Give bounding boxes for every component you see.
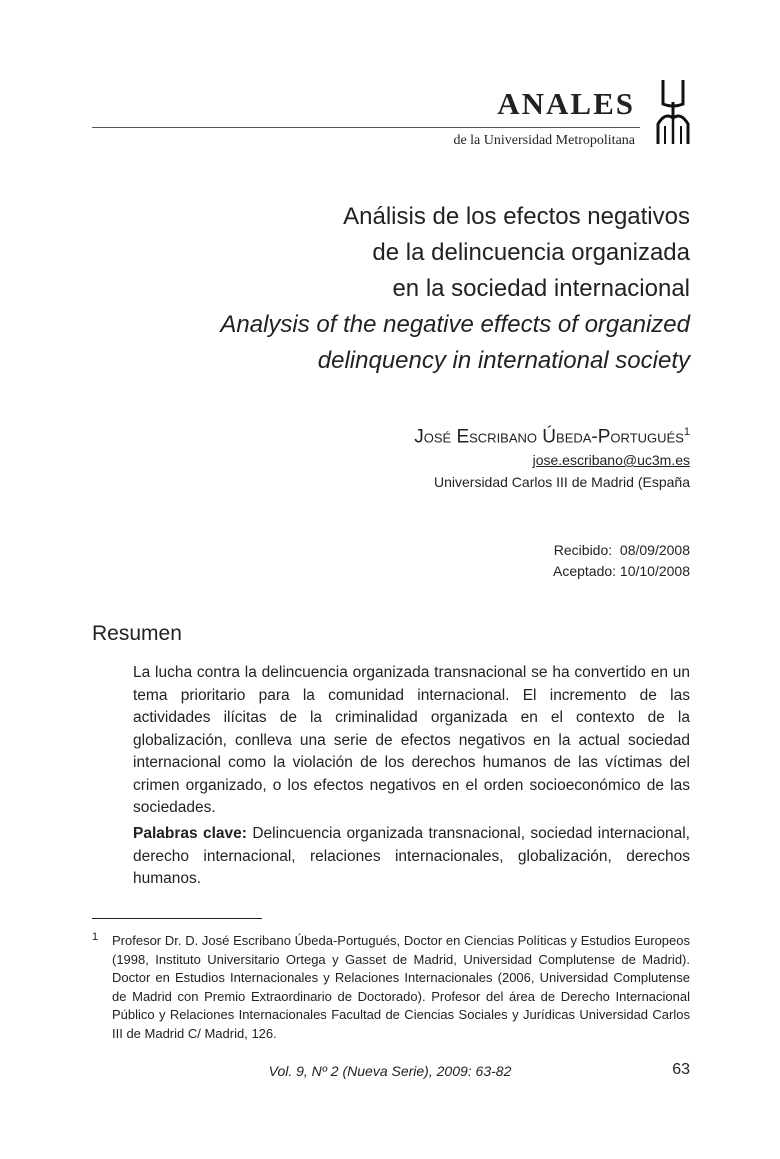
footnote-mark: 1 <box>92 931 99 943</box>
author-email-link[interactable]: jose.escribano@uc3m.es <box>532 452 690 468</box>
journal-name: ANALES <box>497 86 635 121</box>
title-es-line: Análisis de los efectos negativos <box>343 203 690 230</box>
keywords-label: Palabras clave: <box>133 825 247 842</box>
keywords-text: Delincuencia organizada transnacional, sociedad internacional, derecho internacional, relaciones internacionales, globalización, derechos humanos. <box>133 825 690 887</box>
author-affiliation: Universidad Carlos III de Madrid (España <box>433 474 690 490</box>
author-name-text: José Escribano Úbeda-Portugués <box>414 426 684 448</box>
keywords-paragraph <box>133 823 690 891</box>
title-es-line: en la sociedad internacional <box>392 275 690 302</box>
abstract-text: La lucha contra la delincuencia organizada transnacional se ha convertido en un tema prioritario para la comunidad internacional. El incremento de las actividades ilícitas de la criminalidad organizada en el contexto de la globalización, conlleva una serie de efectos negativos en la actual sociedad internacional como la violación de los derechos humanos de las víctimas del crimen organizado, o los efectos negativos en el orden socioeconómico de las sociedades. <box>133 664 690 816</box>
title-en-line: delinquency in international society <box>317 347 690 374</box>
footnote-text: Profesor Dr. D. José Escribano Úbeda-Portugués, Doctor en Ciencias Políticas y Estudios Europeos (1998, Instituto Universitario Ortega y Gasset de Madrid, Universidad Complutense de Madrid). Doctor en Estudios Internacionales y Relaciones Internacionales (2006, Universidad Complutense de Madrid con Premio Extraordinario de Doctorado). Profesor del área de Derecho Internacional Público y Relaciones Internacionales Facultad de Ciencias Sociales y Jurídicas Universidad Carlos III de Madrid C/ Madrid, 126. <box>112 933 690 1041</box>
accepted-date: Aceptado: 10/10/2008 <box>552 563 690 579</box>
received-date: Recibido: 08/09/2008 <box>553 542 690 558</box>
abstract-heading: Resumen <box>92 622 182 645</box>
journal-logo-icon <box>655 78 691 146</box>
journal-subtitle: de la Universidad Metropolitana <box>453 133 635 148</box>
page-number: 63 <box>672 1061 690 1078</box>
title-english <box>90 307 690 379</box>
title-en-line: Analysis of the negative effects of organized <box>220 311 690 338</box>
footnote-rule <box>92 918 262 919</box>
header-rule <box>92 127 640 128</box>
author-footnote-ref[interactable]: 1 <box>683 426 690 438</box>
footer-citation: Vol. 9, Nº 2 (Nueva Serie), 2009: 63-82 <box>268 1063 512 1079</box>
author-name <box>414 426 690 448</box>
title-es-line: de la delincuencia organizada <box>372 239 690 266</box>
title-spanish <box>90 199 690 307</box>
